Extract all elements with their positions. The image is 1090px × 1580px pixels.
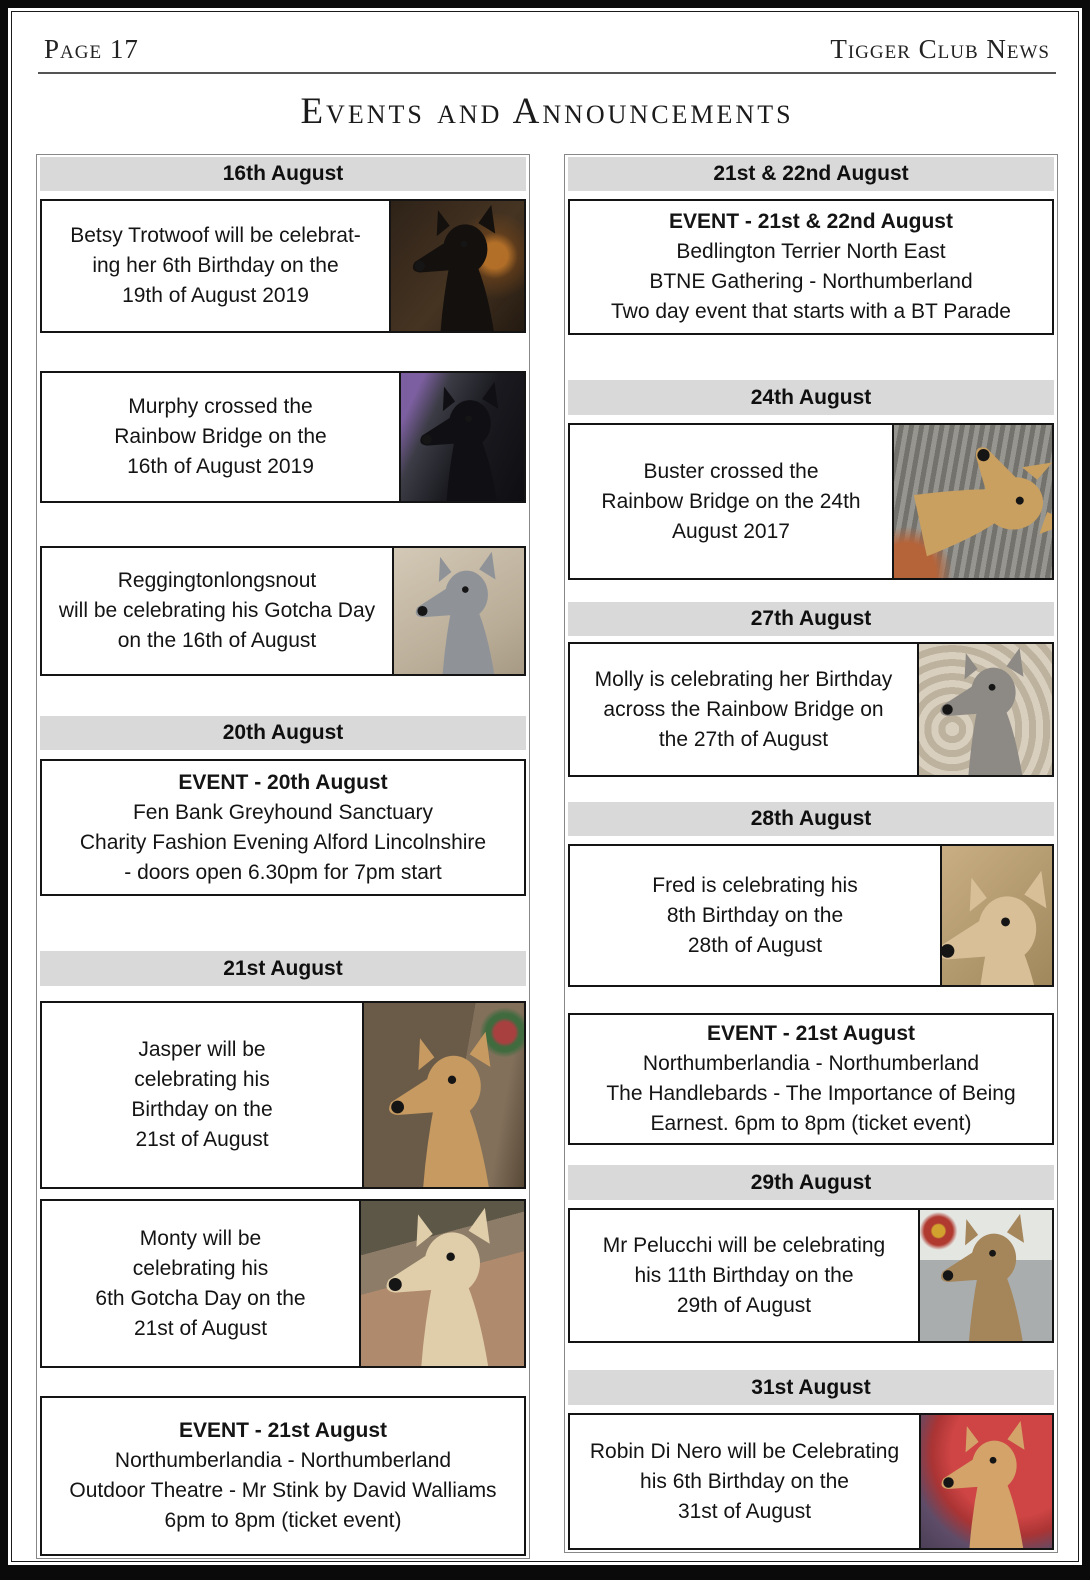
announcement-text xyxy=(570,1210,918,1341)
text-line: his 11th Birthday on the xyxy=(634,1263,854,1287)
event-text xyxy=(42,1398,524,1554)
announcement-card xyxy=(568,423,1054,580)
text-line: Betsy Trotwoof will be celebrat- xyxy=(70,224,361,247)
event-text xyxy=(570,1015,1052,1143)
text-line: The Handlebards - The Importance of Being xyxy=(606,1082,1016,1105)
dog-photo xyxy=(399,373,524,501)
text-line: Bedlington Terrier North East xyxy=(676,240,946,263)
dog-photo xyxy=(359,1201,524,1366)
announcement-text xyxy=(42,373,399,501)
event-title-line: EVENT - 20th August xyxy=(178,770,388,794)
announcement-card xyxy=(40,546,526,676)
dog-silhouette-icon xyxy=(364,1003,524,1187)
announcement-card xyxy=(40,371,526,503)
announcement-text xyxy=(42,201,389,331)
text-line: BTNE Gathering - Northumberland xyxy=(649,270,973,293)
announcement-text xyxy=(42,1003,362,1187)
date-header: 21st August xyxy=(40,951,526,986)
event-title-line: EVENT - 21st August xyxy=(706,1022,916,1045)
date-header: 20th August xyxy=(40,716,526,750)
text-line: on the 16th of August xyxy=(117,629,317,652)
left-column xyxy=(36,154,530,1559)
dog-photo xyxy=(392,548,524,674)
dog-photo xyxy=(917,644,1052,775)
text-line: Fred is celebrating his xyxy=(652,873,858,897)
text-line: Rainbow Bridge on the xyxy=(114,425,327,448)
event-title-line: EVENT - 21st & 22nd August xyxy=(669,210,953,233)
dog-photo xyxy=(892,425,1052,578)
text-line: Birthday on the xyxy=(131,1098,273,1121)
text-line: Northumberlandia - Northumberland xyxy=(642,1052,980,1075)
announcement-text xyxy=(42,1201,359,1366)
announcement-card xyxy=(568,844,1054,987)
announcement-card xyxy=(568,1413,1054,1550)
text-line: celebrating his xyxy=(132,1256,269,1280)
event-text xyxy=(570,201,1052,333)
event-card xyxy=(40,759,526,896)
text-line: Fen Bank Greyhound Sanctuary xyxy=(132,800,433,824)
dog-silhouette-icon xyxy=(919,644,1052,775)
header-divider xyxy=(38,72,1056,74)
text-line: his 6th Birthday on the xyxy=(640,1469,849,1493)
text-line: Mr Pelucchi will be celebrating xyxy=(602,1233,886,1257)
event-card xyxy=(568,199,1054,335)
date-header: 16th August xyxy=(40,157,526,191)
text-line: Rainbow Bridge on the 24th xyxy=(601,489,861,513)
dog-silhouette-icon xyxy=(401,373,524,501)
publication-title: Tigger Club News xyxy=(830,34,1050,64)
date-header: 21st & 22nd August xyxy=(568,157,1054,191)
announcement-text xyxy=(570,846,940,985)
page-header xyxy=(36,28,1058,64)
text-line: 29th of August xyxy=(676,1293,812,1317)
announcement-text xyxy=(570,644,917,775)
text-line: 8th Birthday on the xyxy=(666,903,844,927)
date-header: 31st August xyxy=(568,1370,1054,1405)
dog-photo xyxy=(919,1415,1052,1548)
text-line: Outdoor Theatre - Mr Stink by David Walliams xyxy=(69,1479,497,1502)
text-line: Jasper will be xyxy=(138,1038,266,1061)
text-line: ing her 6th Birthday on the xyxy=(92,254,339,277)
page-number: Page 17 xyxy=(44,34,139,64)
text-line: - doors open 6.30pm for 7pm start xyxy=(124,860,442,884)
dog-photo xyxy=(389,201,524,331)
dog-silhouette-icon xyxy=(901,425,1052,578)
text-line: Two day event that starts with a BT Parade xyxy=(611,300,1011,323)
text-line: Buster crossed the xyxy=(643,459,819,483)
date-header: 29th August xyxy=(568,1165,1054,1200)
date-header: 24th August xyxy=(568,380,1054,415)
dog-silhouette-icon xyxy=(921,1415,1052,1548)
announcement-text xyxy=(570,425,892,578)
text-line: Northumberlandia - Northumberland xyxy=(114,1449,452,1472)
dog-silhouette-icon xyxy=(940,846,1052,985)
text-line: Murphy crossed the xyxy=(128,395,313,418)
text-line: 16th of August 2019 xyxy=(127,455,314,478)
text-line: 19th of August 2019 xyxy=(122,284,309,307)
announcement-card xyxy=(40,1001,526,1189)
text-line: Reggingtonlongsnout xyxy=(117,569,317,592)
text-line: 6pm to 8pm (ticket event) xyxy=(164,1509,402,1532)
text-line: Robin Di Nero will be Celebrating xyxy=(589,1439,900,1463)
announcement-card xyxy=(568,642,1054,777)
announcement-card xyxy=(568,1208,1054,1343)
text-line: 6th Gotcha Day on the xyxy=(95,1286,306,1310)
text-line: Charity Fashion Evening Alford Lincolnshire xyxy=(79,830,487,854)
text-line: Earnest. 6pm to 8pm (ticket event) xyxy=(650,1112,972,1135)
dog-photo xyxy=(362,1003,524,1187)
announcement-text xyxy=(570,1415,919,1548)
announcement-text xyxy=(42,548,392,674)
dog-silhouette-icon xyxy=(394,548,524,674)
text-line: celebrating his xyxy=(134,1068,270,1091)
announcement-card xyxy=(40,1199,526,1368)
event-card xyxy=(568,1013,1054,1145)
dog-photo xyxy=(940,846,1052,985)
event-text xyxy=(42,761,524,894)
date-header: 28th August xyxy=(568,802,1054,836)
dog-silhouette-icon xyxy=(391,201,524,331)
page-inner-frame xyxy=(11,11,1079,1562)
right-column xyxy=(564,154,1058,1553)
text-line: 21st of August xyxy=(135,1128,269,1151)
newsletter-page xyxy=(8,8,1082,1565)
dog-silhouette-icon xyxy=(920,1210,1052,1341)
event-card xyxy=(40,1396,526,1556)
announcement-card xyxy=(40,199,526,333)
columns xyxy=(36,154,1058,1559)
text-line: across the Rainbow Bridge on xyxy=(603,697,884,721)
text-line: will be celebrating his Gotcha Day xyxy=(58,599,376,622)
text-line: Monty will be xyxy=(139,1226,262,1250)
dog-photo xyxy=(918,1210,1052,1341)
text-line: August 2017 xyxy=(672,519,790,543)
date-header: 27th August xyxy=(568,602,1054,636)
text-line: 28th of August xyxy=(687,933,823,957)
event-title-line: EVENT - 21st August xyxy=(178,1419,388,1442)
dog-silhouette-icon xyxy=(361,1201,524,1366)
text-line: 21st of August xyxy=(133,1316,268,1340)
page-title: Events and Announcements xyxy=(300,91,794,132)
text-line: Molly is celebrating her Birthday xyxy=(594,667,893,691)
text-line: the 27th of August xyxy=(658,727,829,751)
text-line: 31st of August xyxy=(677,1499,812,1523)
